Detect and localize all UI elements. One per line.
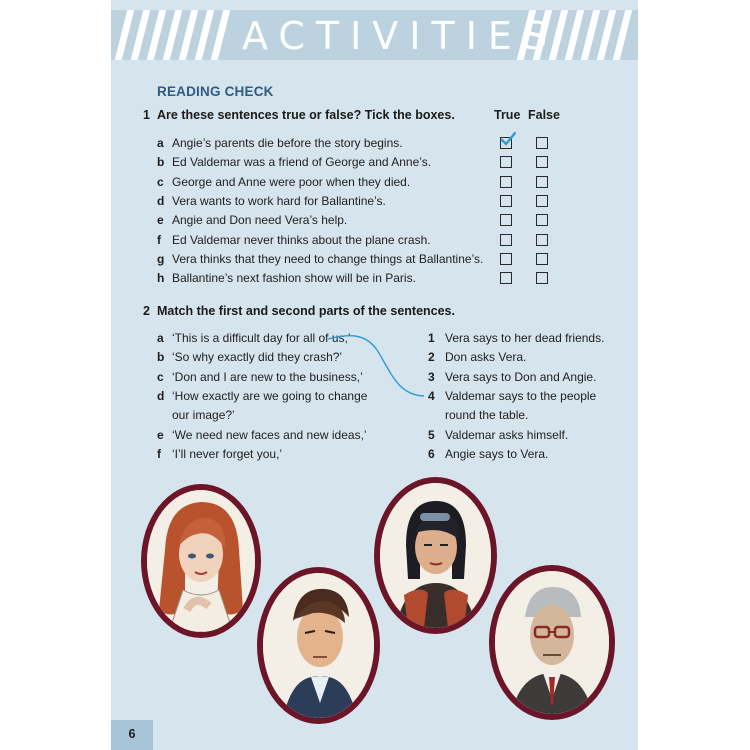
match-left-text: ‘Don and I are new to the business,’ [172, 369, 363, 384]
activities-banner [111, 10, 638, 60]
section-heading: READING CHECK [157, 84, 274, 99]
statement-row [157, 250, 483, 268]
portrait-angie [141, 484, 261, 638]
statement-letter: h [157, 271, 165, 286]
statement-row [157, 231, 431, 249]
statement-row [157, 192, 386, 210]
portrait-vera [374, 477, 497, 634]
false-checkbox[interactable] [536, 234, 548, 246]
match-number: 3 [428, 369, 435, 384]
false-checkbox[interactable] [536, 272, 548, 284]
match-number: 5 [428, 427, 435, 442]
match-number: 6 [428, 446, 435, 461]
statement-letter: e [157, 213, 164, 228]
statement-text: George and Anne were poor when they died. [172, 174, 411, 189]
true-column-heading: True [494, 108, 521, 122]
false-checkbox[interactable] [536, 156, 548, 168]
exercise-1-instruction [143, 108, 455, 122]
match-left-item [157, 348, 342, 367]
match-left-text: ‘I’ll never forget you,’ [172, 446, 283, 461]
banner-stripe [211, 10, 230, 60]
exercise-number: 2 [143, 304, 150, 318]
portrait-valdemar [489, 565, 615, 720]
portrait-don [257, 567, 380, 724]
match-right-text-continued: round the table. [445, 408, 529, 423]
true-checkbox[interactable] [500, 156, 512, 168]
banner-stripe [613, 10, 632, 60]
match-right-text: Valdemar says to the people [445, 388, 597, 403]
false-checkbox[interactable] [536, 137, 548, 149]
portrait-don-image [263, 573, 374, 718]
false-checkbox[interactable] [536, 214, 548, 226]
banner-stripe [597, 10, 616, 60]
match-left-item [157, 329, 351, 348]
match-right-item [428, 329, 604, 348]
true-checkbox[interactable] [500, 195, 512, 207]
match-letter: d [157, 388, 165, 403]
match-right-text: Valdemar asks himself. [445, 427, 569, 442]
statement-text: Vera thinks that they need to change things at Ballantine’s. [172, 251, 484, 266]
match-letter: e [157, 427, 164, 442]
match-number: 1 [428, 331, 435, 345]
statement-text: Angie’s parents die before the story begins. [172, 136, 403, 150]
match-left-item [157, 368, 363, 387]
false-checkbox[interactable] [536, 176, 548, 188]
portrait-vera-image [380, 483, 491, 628]
match-right-text: Angie says to Vera. [445, 446, 549, 461]
exercise-number: 1 [143, 108, 150, 122]
match-right-item [428, 368, 596, 387]
match-letter: c [157, 369, 164, 384]
banner-stripe [131, 10, 150, 60]
match-left-text: ‘We need new faces and new ideas,’ [172, 427, 367, 442]
true-checkbox[interactable] [500, 137, 512, 149]
activities-page [111, 0, 638, 750]
banner-stripe [565, 10, 584, 60]
statement-row [157, 211, 347, 229]
statement-row [157, 269, 416, 287]
match-left-text-continued: our image?’ [172, 408, 235, 423]
match-left-item [157, 426, 367, 445]
statement-letter: b [157, 155, 165, 170]
portrait-angie-image [147, 490, 255, 632]
don-illustration [263, 573, 374, 718]
statement-letter: a [157, 136, 164, 150]
false-checkbox[interactable] [536, 195, 548, 207]
banner-title: ACTIVITIES [231, 10, 515, 60]
match-right-item [428, 426, 568, 445]
statement-text: Ed Valdemar never thinks about the plane crash. [172, 232, 431, 247]
match-left-item [157, 445, 282, 464]
match-letter: f [157, 446, 161, 461]
false-column-heading: False [528, 108, 560, 122]
vera-illustration [380, 483, 491, 628]
angie-illustration [147, 490, 255, 632]
true-checkbox[interactable] [500, 176, 512, 188]
match-number: 4 [428, 388, 435, 403]
statement-text: Ballantine’s next fashion show will be in Paris. [172, 271, 416, 286]
banner-stripe [195, 10, 214, 60]
banner-stripe [163, 10, 182, 60]
true-checkbox[interactable] [500, 253, 512, 265]
match-letter: a [157, 331, 164, 345]
match-number: 2 [428, 350, 435, 365]
instruction-text: Match the first and second parts of the sentences. [157, 304, 455, 318]
statement-row [157, 173, 410, 191]
match-left-text: ‘How exactly are we going to change [172, 388, 368, 403]
instruction-text: Are these sentences true or false? Tick the boxes. [157, 108, 455, 122]
match-left-text: ‘So why exactly did they crash?’ [172, 350, 343, 365]
portrait-valdemar-image [495, 571, 609, 714]
statement-letter: f [157, 232, 161, 247]
match-right-text: Don asks Vera. [445, 350, 527, 365]
true-checkbox[interactable] [500, 214, 512, 226]
banner-stripe [179, 10, 198, 60]
banner-stripe [147, 10, 166, 60]
match-right-item [428, 348, 526, 367]
false-checkbox[interactable] [536, 253, 548, 265]
statement-text: Angie and Don need Vera’s help. [172, 213, 348, 228]
statement-text: Ed Valdemar was a friend of George and Anne’s. [172, 155, 432, 170]
match-left-text: ‘This is a difficult day for all of us,’ [172, 331, 351, 345]
match-right-item [428, 445, 548, 464]
match-right-text: Vera says to her dead friends. [445, 331, 605, 345]
match-left-item [157, 387, 367, 406]
match-letter: b [157, 350, 165, 365]
statement-text: Vera wants to work hard for Ballantine’s. [172, 193, 386, 208]
statement-letter: d [157, 193, 165, 208]
true-checkbox[interactable] [500, 272, 512, 284]
exercise-2-instruction [143, 304, 455, 318]
valdemar-illustration [495, 571, 609, 714]
banner-stripe [115, 10, 134, 60]
statement-letter: c [157, 174, 164, 189]
true-checkbox[interactable] [500, 234, 512, 246]
page-number: 6 [111, 720, 153, 750]
statement-letter: g [157, 251, 165, 266]
checkmark-icon [500, 131, 516, 147]
banner-stripe [581, 10, 600, 60]
match-right-text: Vera says to Don and Angie. [445, 369, 597, 384]
match-right-item [428, 387, 596, 406]
statement-row [157, 153, 431, 171]
statement-row [157, 134, 403, 152]
